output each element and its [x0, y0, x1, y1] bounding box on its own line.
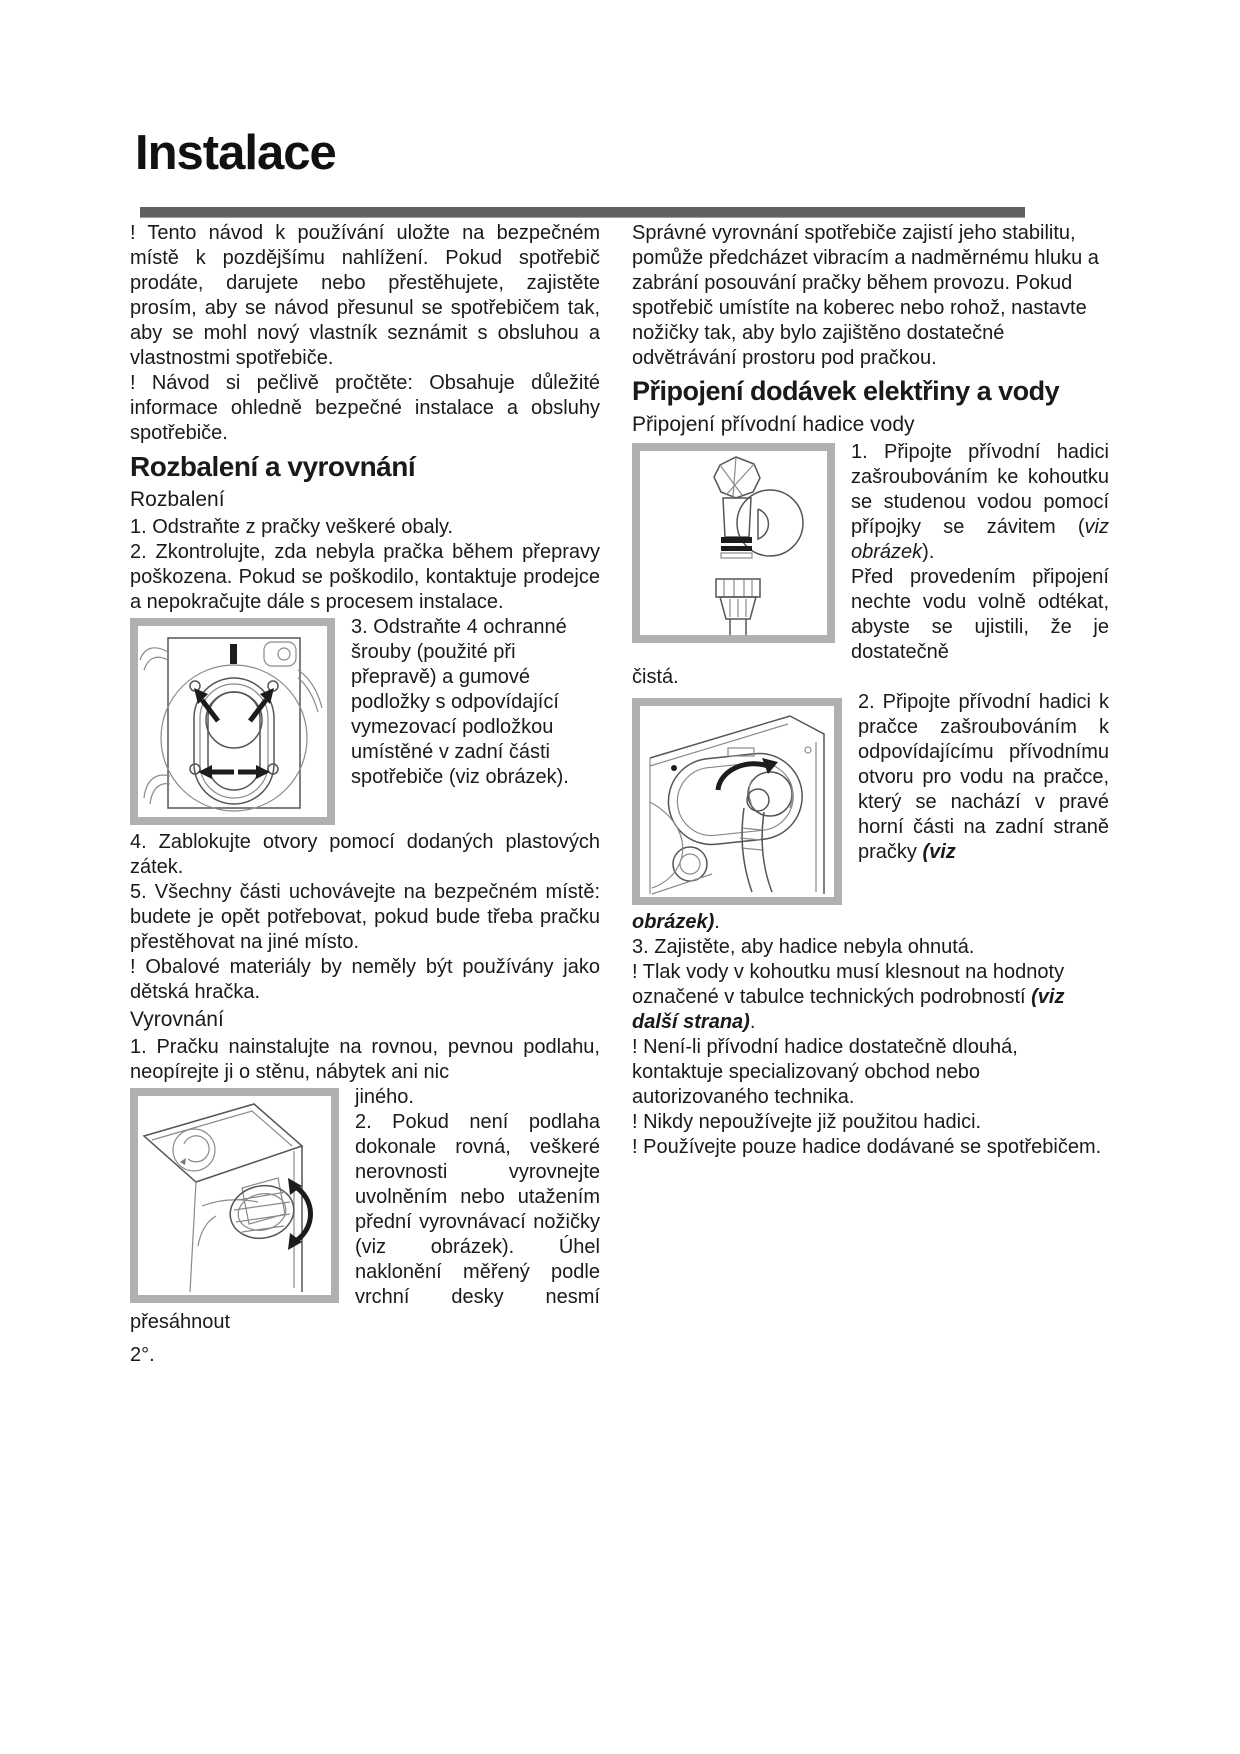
rear-inlet-hose-illustration: [640, 706, 834, 897]
figure-tap-and-fitting: [632, 443, 835, 643]
title-divider-rule: [140, 207, 1025, 218]
note-used-hose: ! Nikdy nepoužívejte již použitou hadici.: [632, 1111, 982, 1133]
step-level-floor: 1. Pračku nainstalujte na rovnou, pevnou podlahu, neopírejte ji o stěnu, nábytek ani nic: [130, 1036, 600, 1083]
step-check-damage: 2. Zkontrolujte, zda nebyla pračka během přepravy poškozena. Pokud se poškodilo, kontaktuje prodejce a nepokračujte dále s procesem instalace.: [130, 541, 600, 613]
step-level-floor-cont: jiného.: [355, 1086, 414, 1108]
step-connect-machine: 2. Připojte přívodní hadici k pračce zašroubováním k odpovídajícímu přívodnímu otvoru pro vodu na pračce, který se nachází v pravé horní části na zadní straně pračky (viz: [858, 691, 1109, 863]
section-heading-connections: Připojení dodávek elektřiny a vody: [632, 376, 1060, 406]
washer-foot-rotation-illustration: [138, 1096, 331, 1295]
step-plug-holes: 4. Zablokujte otvory pomocí dodaných plastových zátek.: [130, 831, 600, 878]
tap-hose-fitting-illustration: [640, 451, 827, 635]
figure-levelling-foot: [130, 1088, 339, 1303]
note-keep-manual: ! Tento návod k používání uložte na bezpečném místě k pozdějšímu nahlížení. Pokud spotřebič prodáte, darujete nebo přestěhujete, zajistěte prosím, aby se návod přesunul se spotřebičem tak, aby se mohl nový vlastník seznámit s obsluhou a vlastnostmi spotřebiče.: [130, 222, 600, 369]
step-connect-machine-end: obrázek).: [632, 911, 720, 933]
step-hose-not-bent: 3. Zajistěte, aby hadice nebyla ohnutá.: [632, 936, 975, 958]
page-title: Instalace: [135, 126, 336, 180]
subheading-levelling: Vyrovnání: [130, 1008, 224, 1031]
figure-rear-transport-screws: [130, 618, 335, 825]
figure-rear-inlet: [632, 698, 842, 905]
column-right: [632, 221, 1109, 1160]
step-adjust-feet-end: 2°.: [130, 1344, 155, 1366]
step-remove-screws: 3. Odstraňte 4 ochranné šrouby (použité při přepravě) a gumové podložky s odpovídající vymezovací podložkou umístěné v zadní části spotřebiče (viz obrázek).: [351, 616, 569, 788]
note-read-carefully: ! Návod si pečlivě pročtěte: Obsahuje důležité informace ohledně bezpečné instalace a obsluhy spotřebiče.: [130, 372, 600, 444]
section-heading-unpacking-levelling: Rozbalení a vyrovnání: [130, 451, 416, 482]
subheading-water-hose: Připojení přívodní hadice vody: [632, 413, 915, 436]
note-water-pressure: ! Tlak vody v kohoutku musí klesnout na hodnoty označené v tabulce technických podrobností (viz další strana).: [632, 961, 1065, 1033]
note-hose-length: ! Není-li přívodní hadice dostatečně dlouhá, kontaktuje specializovaný obchod nebo autorizovaného technika.: [632, 1036, 1018, 1108]
step-adjust-feet: 2. Pokud není podlaha dokonale rovná, veškeré nerovnosti vyrovnejte uvolněním nebo utažením přední vyrovnávací nožičky (viz obrázek). Úhel naklonění měřený podle vrchní desky nesmí přesáhnout: [130, 1111, 600, 1333]
column-left: [130, 221, 600, 1368]
washer-rear-screws-illustration: [138, 626, 327, 817]
note-packaging-not-toy: ! Obalové materiály by neměly být používány jako dětská hračka.: [130, 956, 600, 1003]
subheading-unpacking: Rozbalení: [130, 488, 225, 511]
step-connect-tap-end: čistá.: [632, 666, 679, 688]
step-keep-parts: 5. Všechny části uchovávejte na bezpečném místě: budete je opět potřebovat, pokud bude třeba pračku přestěhovat na jiné místo.: [130, 881, 600, 953]
step-connect-tap-cont: Před provedením připojení nechte vodu volně odtékat, abyste se ujistili, že je dostatečně: [851, 566, 1109, 663]
step-connect-tap: 1. Připojte přívodní hadici zašroubováním ke kohoutku se studenou vodou pomocí přípojky se závitem (viz obrázek).: [851, 441, 1109, 563]
step-remove-packaging: 1. Odstraňte z pračky veškeré obaly.: [130, 516, 454, 538]
paragraph-levelling-benefits: Správné vyrovnání spotřebiče zajistí jeho stabilitu, pomůže předcházet vibracím a nadměrnému hluku a zabrání posouvání pračky během provozu. Pokud spotřebič umístíte na koberec nebo rohož, nastavte nožičky tak, aby bylo zajištěno dostatečné odvětrávání prostoru pod pračkou.: [632, 222, 1099, 369]
note-supplied-hoses: ! Používejte pouze hadice dodávané se spotřebičem.: [632, 1136, 1102, 1158]
